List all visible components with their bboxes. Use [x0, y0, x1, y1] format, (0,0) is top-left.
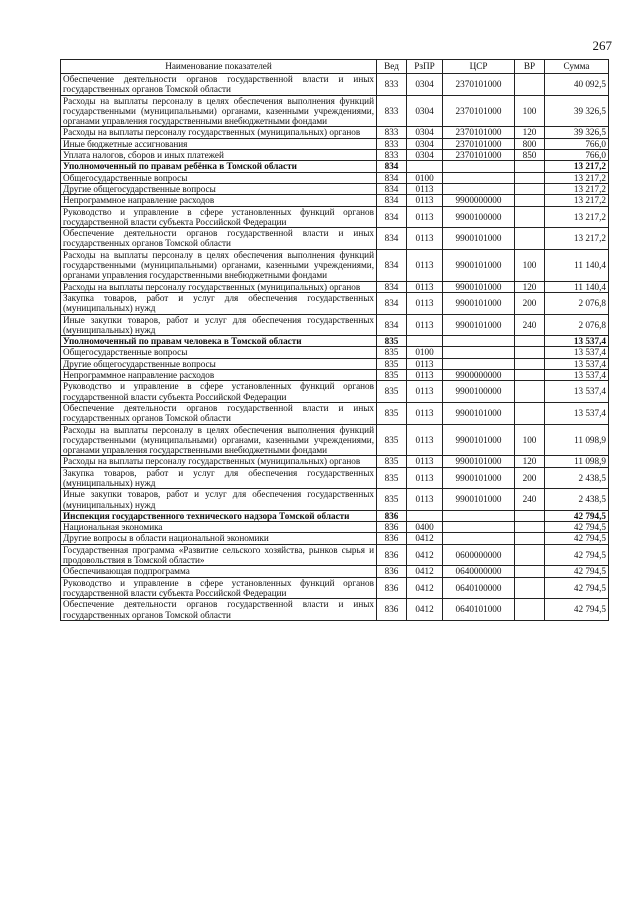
table-row — [61, 228, 609, 250]
cell-vr: 240 — [515, 314, 545, 336]
cell-sum: 13 217,2 — [545, 195, 609, 206]
cell-rzpr — [407, 510, 443, 521]
cell-vr — [515, 402, 545, 424]
cell-vr — [515, 183, 545, 194]
cell-rzpr: 0304 — [407, 138, 443, 149]
cell-csr: 9900101000 — [443, 402, 515, 424]
cell-rzpr: 0113 — [407, 183, 443, 194]
cell-sum: 40 092,5 — [545, 74, 609, 96]
cell-sum: 2 438,5 — [545, 467, 609, 489]
table-row — [61, 566, 609, 577]
table-row — [61, 522, 609, 533]
cell-ved: 836 — [377, 577, 407, 599]
cell-name: Уполномоченный по правам ребёнка в Томской области — [61, 161, 377, 172]
cell-sum: 42 794,5 — [545, 533, 609, 544]
cell-name: Инспекция государственного технического надзора Томской области — [61, 510, 377, 521]
cell-name: Расходы на выплаты персоналу в целях обеспечения выполнения функций государственными (муниципальными) органами, казенными учреждениями, органами управления государственными внебюджетными фондами — [61, 424, 377, 456]
cell-csr — [443, 347, 515, 358]
cell-csr: 2370101000 — [443, 74, 515, 96]
cell-ved: 834 — [377, 183, 407, 194]
cell-vr: 100 — [515, 249, 545, 281]
cell-rzpr: 0113 — [407, 281, 443, 292]
cell-vr: 200 — [515, 292, 545, 314]
cell-vr — [515, 577, 545, 599]
cell-name: Обеспечение деятельности органов государственной власти и иных государственных органов Томской области — [61, 228, 377, 250]
budget-table — [60, 59, 609, 621]
cell-vr — [515, 206, 545, 228]
cell-ved: 835 — [377, 347, 407, 358]
cell-sum: 766,0 — [545, 150, 609, 161]
cell-ved: 835 — [377, 336, 407, 347]
cell-sum: 39 326,5 — [545, 127, 609, 138]
cell-vr — [515, 195, 545, 206]
cell-ved: 834 — [377, 172, 407, 183]
cell-sum: 13 537,4 — [545, 381, 609, 403]
cell-rzpr: 0113 — [407, 489, 443, 511]
cell-rzpr: 0412 — [407, 577, 443, 599]
cell-csr: 9900000000 — [443, 195, 515, 206]
cell-vr — [515, 381, 545, 403]
table-row — [61, 533, 609, 544]
cell-csr — [443, 161, 515, 172]
cell-csr: 9900000000 — [443, 370, 515, 381]
cell-vr — [515, 533, 545, 544]
cell-rzpr — [407, 336, 443, 347]
cell-csr — [443, 172, 515, 183]
cell-name: Расходы на выплаты персоналу государственных (муниципальных) органов — [61, 127, 377, 138]
table-row — [61, 402, 609, 424]
cell-rzpr: 0113 — [407, 402, 443, 424]
table-row — [61, 95, 609, 127]
cell-csr: 9900101000 — [443, 281, 515, 292]
table-row — [61, 138, 609, 149]
cell-ved: 835 — [377, 456, 407, 467]
cell-vr — [515, 510, 545, 521]
cell-csr — [443, 510, 515, 521]
cell-sum: 2 438,5 — [545, 489, 609, 511]
cell-csr: 9900100000 — [443, 206, 515, 228]
cell-ved: 834 — [377, 314, 407, 336]
cell-csr: 0640101000 — [443, 599, 515, 621]
cell-name: Другие общегосударственные вопросы — [61, 183, 377, 194]
cell-sum: 13 537,4 — [545, 402, 609, 424]
cell-name: Иные бюджетные ассигнования — [61, 138, 377, 149]
cell-csr: 9900101000 — [443, 292, 515, 314]
table-body — [61, 74, 609, 621]
cell-ved: 834 — [377, 195, 407, 206]
table-row — [61, 314, 609, 336]
table-row — [61, 127, 609, 138]
cell-csr: 9900100000 — [443, 381, 515, 403]
cell-sum: 39 326,5 — [545, 95, 609, 127]
cell-vr: 800 — [515, 138, 545, 149]
cell-vr: 120 — [515, 281, 545, 292]
cell-ved: 834 — [377, 292, 407, 314]
cell-sum: 13 537,4 — [545, 336, 609, 347]
cell-vr — [515, 599, 545, 621]
cell-csr: 9900101000 — [443, 456, 515, 467]
table-row — [61, 74, 609, 96]
cell-ved: 833 — [377, 95, 407, 127]
cell-csr: 9900101000 — [443, 228, 515, 250]
cell-rzpr: 0113 — [407, 424, 443, 456]
column-header-sum: Сумма — [545, 60, 609, 74]
cell-name: Общегосударственные вопросы — [61, 172, 377, 183]
cell-vr — [515, 522, 545, 533]
cell-ved: 833 — [377, 138, 407, 149]
table-row — [61, 195, 609, 206]
cell-csr: 0600000000 — [443, 544, 515, 566]
cell-vr: 200 — [515, 467, 545, 489]
cell-sum: 13 217,2 — [545, 172, 609, 183]
cell-name: Непрограммное направление расходов — [61, 195, 377, 206]
table-row — [61, 544, 609, 566]
cell-csr — [443, 336, 515, 347]
cell-csr: 9900101000 — [443, 249, 515, 281]
column-header-name: Наименование показателей — [61, 60, 377, 74]
cell-sum: 766,0 — [545, 138, 609, 149]
cell-rzpr: 0113 — [407, 456, 443, 467]
table-row — [61, 467, 609, 489]
cell-name: Обеспечение деятельности органов государственной власти и иных государственных органов Томской области — [61, 74, 377, 96]
column-header-ved: Вед — [377, 60, 407, 74]
cell-vr — [515, 74, 545, 96]
cell-vr: 100 — [515, 424, 545, 456]
page-number: 267 — [592, 38, 612, 53]
cell-sum: 13 217,2 — [545, 161, 609, 172]
cell-ved: 836 — [377, 566, 407, 577]
cell-rzpr: 0304 — [407, 74, 443, 96]
cell-name: Расходы на выплаты персоналу государственных (муниципальных) органов — [61, 456, 377, 467]
cell-sum: 13 537,4 — [545, 358, 609, 369]
cell-ved: 836 — [377, 533, 407, 544]
cell-sum: 13 217,2 — [545, 183, 609, 194]
table-row — [61, 599, 609, 621]
cell-name: Уплата налогов, сборов и иных платежей — [61, 150, 377, 161]
cell-rzpr: 0412 — [407, 599, 443, 621]
cell-name: Другие вопросы в области национальной экономики — [61, 533, 377, 544]
cell-ved: 834 — [377, 249, 407, 281]
cell-ved: 836 — [377, 510, 407, 521]
cell-vr: 240 — [515, 489, 545, 511]
cell-name: Уполномоченный по правам человека в Томской области — [61, 336, 377, 347]
cell-name: Общегосударственные вопросы — [61, 347, 377, 358]
cell-sum: 42 794,5 — [545, 522, 609, 533]
cell-rzpr: 0100 — [407, 172, 443, 183]
table-row — [61, 424, 609, 456]
cell-sum: 2 076,8 — [545, 314, 609, 336]
table-row — [61, 510, 609, 521]
cell-ved: 833 — [377, 74, 407, 96]
column-header-vr: ВР — [515, 60, 545, 74]
cell-vr — [515, 336, 545, 347]
cell-sum: 42 794,5 — [545, 544, 609, 566]
cell-csr: 2370101000 — [443, 127, 515, 138]
cell-ved: 835 — [377, 424, 407, 456]
cell-sum: 42 794,5 — [545, 566, 609, 577]
table-row — [61, 292, 609, 314]
cell-name: Национальная экономика — [61, 522, 377, 533]
cell-rzpr — [407, 161, 443, 172]
cell-vr: 850 — [515, 150, 545, 161]
cell-csr — [443, 358, 515, 369]
cell-csr — [443, 183, 515, 194]
cell-sum: 11 140,4 — [545, 281, 609, 292]
cell-sum: 13 217,2 — [545, 228, 609, 250]
cell-csr: 2370101000 — [443, 150, 515, 161]
cell-ved: 834 — [377, 228, 407, 250]
cell-rzpr: 0113 — [407, 292, 443, 314]
cell-csr: 9900101000 — [443, 314, 515, 336]
cell-rzpr: 0113 — [407, 195, 443, 206]
table-header-row — [61, 60, 609, 74]
table-row — [61, 577, 609, 599]
cell-rzpr: 0304 — [407, 95, 443, 127]
cell-sum: 11 140,4 — [545, 249, 609, 281]
cell-csr: 9900101000 — [443, 467, 515, 489]
cell-name: Закупка товаров, работ и услуг для обеспечения государственных (муниципальных) нужд — [61, 292, 377, 314]
cell-csr: 2370101000 — [443, 95, 515, 127]
cell-csr: 0640000000 — [443, 566, 515, 577]
table-row — [61, 370, 609, 381]
cell-ved: 833 — [377, 150, 407, 161]
cell-name: Расходы на выплаты персоналу в целях обеспечения выполнения функций государственными (муниципальными) органами, казенными учреждениями, органами управления государственными внебюджетными фондами — [61, 95, 377, 127]
cell-csr — [443, 533, 515, 544]
cell-name: Руководство и управление в сфере установленных функций органов государственной власти субъекта Российской Федерации — [61, 206, 377, 228]
cell-sum: 13 217,2 — [545, 206, 609, 228]
table-row — [61, 456, 609, 467]
cell-ved: 834 — [377, 281, 407, 292]
cell-vr: 120 — [515, 127, 545, 138]
table-row — [61, 161, 609, 172]
cell-name: Руководство и управление в сфере установленных функций органов государственной власти субъекта Российской Федерации — [61, 577, 377, 599]
cell-vr — [515, 370, 545, 381]
cell-vr — [515, 347, 545, 358]
cell-rzpr: 0412 — [407, 566, 443, 577]
table-row — [61, 336, 609, 347]
cell-rzpr: 0113 — [407, 358, 443, 369]
cell-csr — [443, 522, 515, 533]
cell-rzpr: 0412 — [407, 544, 443, 566]
table-row — [61, 381, 609, 403]
cell-name: Руководство и управление в сфере установленных функций органов государственной власти субъекта Российской Федерации — [61, 381, 377, 403]
cell-vr: 100 — [515, 95, 545, 127]
table-row — [61, 172, 609, 183]
cell-name: Государственная программа «Развитие сельского хозяйства, рынков сырья и продовольствия в Томской области» — [61, 544, 377, 566]
cell-name: Расходы на выплаты персоналу государственных (муниципальных) органов — [61, 281, 377, 292]
table-row — [61, 206, 609, 228]
cell-sum: 11 098,9 — [545, 456, 609, 467]
cell-rzpr: 0113 — [407, 314, 443, 336]
table-row — [61, 347, 609, 358]
cell-ved: 835 — [377, 402, 407, 424]
cell-ved: 835 — [377, 467, 407, 489]
cell-vr — [515, 358, 545, 369]
column-header-rzpr: РзПР — [407, 60, 443, 74]
cell-vr — [515, 228, 545, 250]
cell-ved: 835 — [377, 370, 407, 381]
cell-vr — [515, 544, 545, 566]
cell-sum: 13 537,4 — [545, 347, 609, 358]
cell-rzpr: 0113 — [407, 206, 443, 228]
cell-rzpr: 0400 — [407, 522, 443, 533]
cell-name: Обеспечивающая подпрограмма — [61, 566, 377, 577]
cell-name: Расходы на выплаты персоналу в целях обеспечения выполнения функций государственными (муниципальными) органами, казенными учреждениями, органами управления государственными внебюджетными фондами — [61, 249, 377, 281]
cell-name: Другие общегосударственные вопросы — [61, 358, 377, 369]
cell-rzpr: 0113 — [407, 228, 443, 250]
cell-name: Закупка товаров, работ и услуг для обеспечения государственных (муниципальных) нужд — [61, 467, 377, 489]
cell-ved: 835 — [377, 358, 407, 369]
cell-csr: 0640100000 — [443, 577, 515, 599]
cell-vr — [515, 172, 545, 183]
cell-rzpr: 0412 — [407, 533, 443, 544]
table-row — [61, 489, 609, 511]
cell-rzpr: 0113 — [407, 249, 443, 281]
cell-name: Непрограммное направление расходов — [61, 370, 377, 381]
cell-ved: 836 — [377, 544, 407, 566]
table-row — [61, 358, 609, 369]
cell-sum: 11 098,9 — [545, 424, 609, 456]
cell-vr — [515, 161, 545, 172]
table-row — [61, 150, 609, 161]
cell-ved: 836 — [377, 522, 407, 533]
cell-rzpr: 0100 — [407, 347, 443, 358]
cell-rzpr: 0113 — [407, 381, 443, 403]
cell-ved: 834 — [377, 161, 407, 172]
cell-rzpr: 0113 — [407, 467, 443, 489]
cell-rzpr: 0304 — [407, 127, 443, 138]
cell-ved: 834 — [377, 206, 407, 228]
table-row — [61, 249, 609, 281]
cell-vr — [515, 566, 545, 577]
cell-sum: 42 794,5 — [545, 510, 609, 521]
cell-ved: 833 — [377, 127, 407, 138]
cell-ved: 836 — [377, 599, 407, 621]
cell-sum: 42 794,5 — [545, 599, 609, 621]
cell-csr: 9900101000 — [443, 424, 515, 456]
cell-name: Иные закупки товаров, работ и услуг для обеспечения государственных (муниципальных) нужд — [61, 314, 377, 336]
cell-sum: 42 794,5 — [545, 577, 609, 599]
cell-vr: 120 — [515, 456, 545, 467]
cell-ved: 835 — [377, 489, 407, 511]
cell-sum: 2 076,8 — [545, 292, 609, 314]
cell-name: Иные закупки товаров, работ и услуг для обеспечения государственных (муниципальных) нужд — [61, 489, 377, 511]
table-row — [61, 183, 609, 194]
cell-csr: 2370101000 — [443, 138, 515, 149]
cell-rzpr: 0113 — [407, 370, 443, 381]
cell-csr: 9900101000 — [443, 489, 515, 511]
cell-sum: 13 537,4 — [545, 370, 609, 381]
cell-name: Обеспечение деятельности органов государственной власти и иных государственных органов Томской области — [61, 599, 377, 621]
cell-rzpr: 0304 — [407, 150, 443, 161]
column-header-csr: ЦСР — [443, 60, 515, 74]
table-row — [61, 281, 609, 292]
cell-name: Обеспечение деятельности органов государственной власти и иных государственных органов Томской области — [61, 402, 377, 424]
cell-ved: 835 — [377, 381, 407, 403]
